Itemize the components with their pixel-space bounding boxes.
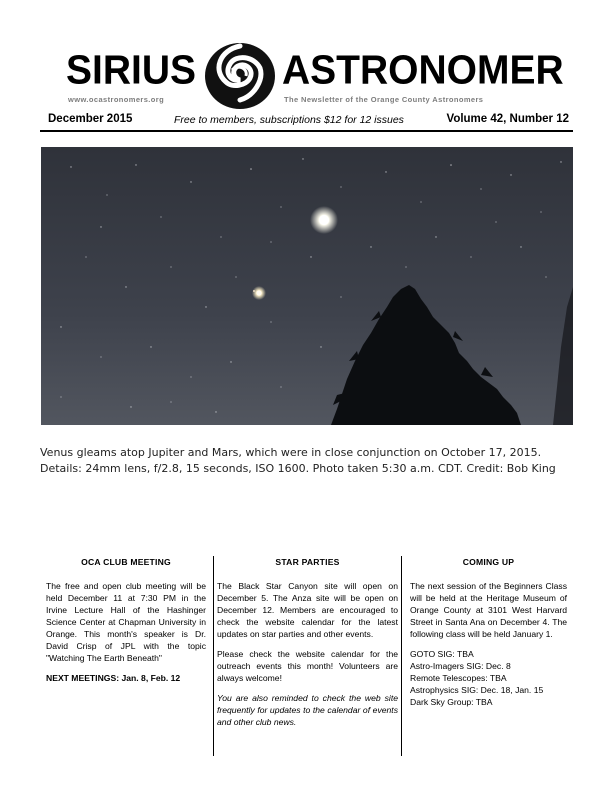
masthead — [66, 40, 564, 106]
masthead-title-left: SIRIUS — [66, 47, 197, 94]
beginners-class-info: The next session of the Beginners Class will be held at the Heritage Museum of Orange County at 3101 West Harvard Street in Santa Ana on December 4. The following class will be held January 1. — [410, 581, 567, 639]
section-heading: STAR PARTIES — [275, 557, 340, 567]
sig-list — [410, 648, 567, 708]
star-parties-paragraph: Please check the website calendar for the outreach events this month! Volunteers are always welcome! — [217, 649, 398, 683]
next-meetings — [46, 672, 206, 684]
next-meetings-label: NEXT MEETINGS: — [46, 673, 120, 683]
issue-volume: Volume 42, Number 12 — [446, 113, 569, 125]
section-heading: OCA CLUB MEETING — [81, 557, 171, 567]
column-divider — [401, 556, 402, 756]
column-divider — [213, 556, 214, 756]
sig-item: Astro-Imagers SIG: Dec. 8 — [410, 661, 511, 671]
cover-photo — [41, 147, 573, 425]
next-meetings-dates: Jan. 8, Feb. 12 — [121, 673, 181, 683]
star-parties-paragraph: The Black Star Canyon site will open on December 5. The Anza site will be open on December 12. Members are encouraged to check the website calendar for the latest updates on star parties and other events. — [217, 581, 398, 639]
meeting-description: The free and open club meeting will be held December 11 at 7:30 PM in the Irvine Lecture Hall of the Hashinger Science Center at Chapman University in Orange. This month's speaker is Dr. David Crisp of JPL with the topic "Watching The Earth Beneath" — [46, 581, 206, 663]
masthead-title-right: ASTRONOMER — [282, 47, 564, 94]
section-heading: COMING UP — [462, 557, 515, 567]
website-url: www.ocastronomers.org — [68, 95, 165, 104]
galaxy-logo-icon — [202, 40, 278, 112]
masthead-tagline: The Newsletter of the Orange County Astronomers — [284, 95, 484, 104]
photo-caption: Venus gleams atop Jupiter and Mars, which were in close conjunction on October 17, 2015. Details: 24mm lens, f/2.8, 15 seconds, ISO 1600. Photo taken 5:30 a.m. CDT. Credit: Bob King — [40, 446, 556, 475]
coming-up-section — [410, 556, 567, 708]
star-parties-section — [217, 556, 398, 736]
sig-item: Astrophysics SIG: Dec. 18, Jan. 15 — [410, 685, 544, 695]
issue-info-bar — [40, 112, 573, 132]
oca-club-meeting-section — [46, 556, 206, 692]
subscription-note: Free to members, subscriptions $12 for 12 issues — [174, 114, 404, 126]
star-parties-paragraph: You are also reminded to check the web site frequently for updates to the calendar of events and other club news. — [217, 693, 398, 727]
sig-item: GOTO SIG: TBA — [410, 649, 474, 659]
sig-item: Remote Telescopes: TBA — [410, 673, 507, 683]
issue-date: December 2015 — [48, 113, 133, 125]
sig-item: Dark Sky Group: TBA — [410, 697, 493, 707]
